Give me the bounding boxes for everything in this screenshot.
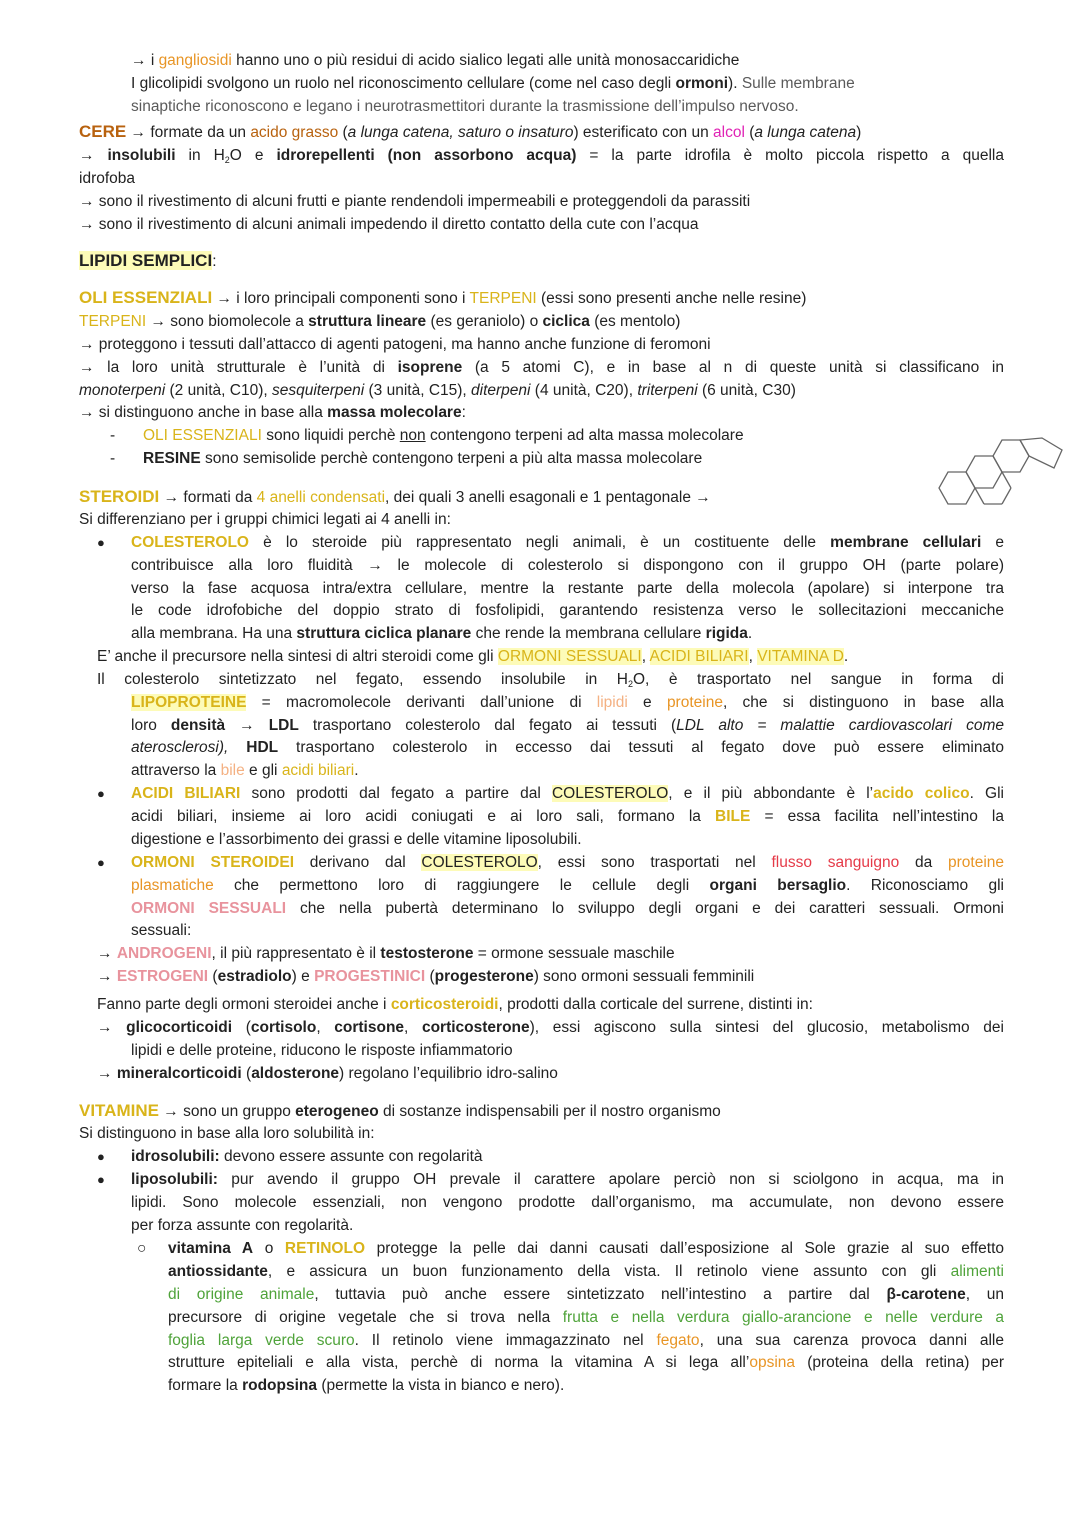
idrosolubili-line: idrosolubili: devono essere assunte con regolarità	[131, 1148, 483, 1165]
colesterolo-line-6: E’ anche il precursore nella sintesi di altri steroidi come gli ORMONI SESSUALI, ACIDI BILIARI, VITAMINA D.	[97, 648, 849, 665]
colesterolo-line-3: verso la fase acquosa intra/extra cellulare, mentre la restante parte della molecola (apolare) si interpone tra	[131, 580, 1004, 597]
steroid-ring-a	[939, 472, 975, 504]
vitamina-a-line-4: precursore di origine vegetale che si trova nella frutta e nella verdura giallo-arancione e nelle verdure a	[168, 1309, 1004, 1326]
colesterolo-line-2: contribuisce alla loro fluidità → le molecole di colesterolo si dispongono con il gruppo OH (parte polare)	[131, 557, 1004, 574]
terpeni-line-5: → si distinguono anche in base alla massa molecolare:	[79, 404, 466, 421]
androgeni-line: → ANDROGENI, il più rappresentato è il testosterone = ormone sessuale maschile	[97, 945, 675, 962]
oli-line: OLI ESSENZIALI → i loro principali componenti sono i TERPENI (essi sono presenti anche nelle resine)	[79, 288, 807, 307]
liposolubili-line-2: lipidi. Sono molecole essenziali, non vengono prodotte dall’organismo, ma accumulate, non devono essere	[131, 1194, 1004, 1211]
terpeni-line-2: → proteggono i tessuti dall’attacco di agenti patogeni, ma hanno anche funzione di feromoni	[79, 336, 711, 353]
glicolipidi-line-3: sinaptiche riconoscono e legano i neurotrasmettitori durante la trasmissione dell’impulso nervoso.	[131, 98, 799, 115]
bullet-marker: ●	[97, 535, 105, 550]
colesterolo-line-9: loro densità → LDL trasportano colesterolo dal fegato ai tessuti (LDL alto = malattie cardiovascolari come	[131, 717, 1005, 734]
vitamina-a-line-2: antiossidante, e assicura un buon funzionamento della vista. Il retinolo viene assunto con gli alimenti	[168, 1263, 1004, 1280]
circle-marker: ○	[137, 1240, 147, 1257]
vitamine-line-1: VITAMINE → sono un gruppo eterogeneo di sostanze indispensabili per il nostro organismo	[79, 1101, 721, 1120]
oli-liquidi-line: OLI ESSENZIALI sono liquidi perchè non contengono terpeni ad alta massa molecolare	[143, 427, 744, 444]
vitamina-a-line-5: foglia larga verde scuro. Il retinolo viene immagazzinato nel fegato, una sua carenza provoca danni alle	[168, 1332, 1004, 1349]
glicocorticoidi-line-1: → glicocorticoidi (cortisolo, cortisone, corticosterone), essi agiscono sulla sintesi del glucosio, metabolismo dei	[97, 1019, 1004, 1036]
gangliosidi-line: → i gangliosidi hanno uno o più residui di acido sialico legati alle unità monosaccaridiche	[131, 52, 740, 69]
ormoni-line-3: ORMONI SESSUALI che nella pubertà determinano lo sviluppo degli organi e dei caratteri sessuali. Ormoni	[131, 900, 1005, 917]
vitamina-a-line-3: di origine animale, tuttavia può anche essere sintetizzato nell’intestino a partire dal β-carotene, un	[168, 1286, 1004, 1303]
resine-line: RESINE sono semisolide perchè contengono terpeni a più alta massa molecolare	[143, 450, 703, 467]
steroid-ring-c	[993, 440, 1029, 472]
oli-heading: OLI ESSENZIALI	[79, 288, 213, 307]
acidi-biliari-line-3: digestione e l’assorbimento dei grassi e delle vitamine liposolubili.	[131, 831, 582, 848]
glicocorticoidi-line-2: lipidi e delle proteine, riducono le risposte infiammatorio	[131, 1042, 513, 1059]
steroidi-line-1: STEROIDI → formati da 4 anelli condensati, dei quali 3 anelli esagonali e 1 pentagonale →	[79, 487, 711, 506]
colesterolo-line-10: aterosclerosi), HDL trasportano colesterolo in eccesso dai tessuti al fegato dove può essere eliminato	[131, 739, 1004, 756]
colesterolo-line-5: alla membrana. Ha una struttura ciclica planare che rende la membrana cellulare rigida.	[131, 625, 753, 642]
terpeni-heading: TERPENI	[79, 313, 147, 330]
terpeni-line-1: TERPENI → sono biomolecole a struttura lineare (es geraniolo) o ciclica (es mentolo)	[79, 313, 681, 330]
colesterolo-line-7: Il colesterolo sintetizzato nel fegato, essendo insolubile in $H_2O$, è trasportato nel sangue in forma di	[97, 671, 1004, 689]
estrogeni-line: → ESTROGENI (estradiolo) e PROGESTINICI (progesterone) sono ormoni sessuali femminili	[97, 968, 755, 985]
dash-marker: -	[110, 450, 116, 467]
steroidi-line-2: Si differenziano per i gruppi chimici legati ai 4 anelli in:	[79, 511, 451, 528]
ormoni-line-2: plasmatiche che permettono loro di raggiungere le cellule degli organi bersaglio. Riconosciamo gli	[131, 877, 1004, 894]
colesterolo-line-1: COLESTEROLO è lo steroide più rappresentato negli animali, è un costituente delle membrane cellulari e	[131, 534, 1004, 551]
dash-marker: -	[110, 427, 116, 444]
vitamina-a-line-7: formare la rodopsina (permette la vista in bianco e nero).	[168, 1377, 565, 1394]
cere-line-5: → sono il rivestimento di alcuni animali impedendo il diretto contatto della cute con l’acqua	[79, 216, 699, 233]
colesterolo-line-4: le code idrofobiche del doppio strato di fosfolipidi, garantendo resistenza verso le sollecitazioni meccaniche	[131, 602, 1004, 619]
bullet-marker: ●	[97, 1149, 105, 1164]
steroid-structure-diagram	[928, 436, 1066, 516]
cere-line-4: → sono il rivestimento di alcuni frutti e piante rendendoli impermeabili e proteggendoli da parassiti	[79, 193, 751, 210]
cere-heading: CERE	[79, 122, 127, 141]
acidi-biliari-line-1: ACIDI BILIARI sono prodotti dal fegato a partire dal COLESTEROLO, e il più abbondante è l’acido colico. Gli	[131, 785, 1004, 802]
vitamina-a-line-6: strutture epiteliali e alla vista, perchè di norma la vitamina A si lega all’opsina (proteina della retina) per	[168, 1354, 1004, 1371]
terpeni-line-3: → la loro unità strutturale è l’unità di isoprene (a 5 atomi C), e in base al n di queste unità si classificano in	[79, 359, 1004, 376]
ormoni-line-4: sessuali:	[131, 922, 192, 939]
ormoni-line-1: ORMONI STEROIDEI derivano dal COLESTEROLO, essi sono trasportati nel flusso sanguigno da proteine	[131, 854, 1004, 871]
bullet-marker: ●	[97, 786, 105, 801]
steroid-ring-b	[966, 456, 1002, 488]
colesterolo-line-8: LIPOPROTEINE = macromolecole derivanti dall’unione di lipidi e proteine, che si distinguono in base alla	[131, 694, 1005, 711]
bullet-marker: ●	[97, 855, 105, 870]
mineralcorticoidi-line: → mineralcorticoidi (aldosterone) regolano l’equilibrio idro-salino	[97, 1065, 558, 1082]
liposolubili-line-3: per forza assunte con regolarità.	[131, 1217, 354, 1234]
acidi-biliari-line-2: acidi biliari, insieme ai loro acidi coniugati e ai loro sali, formano la BILE = essa facilita nell’intestino la	[131, 808, 1004, 825]
vitamine-heading: VITAMINE	[79, 1101, 159, 1120]
liposolubili-line-1: liposolubili: pur avendo il gruppo OH prevale il carattere apolare perciò non si sciolgono in acqua, ma in	[131, 1171, 1004, 1188]
cere-line-1: CERE → formate da un acido grasso (a lunga catena, saturo o insaturo) esterificato con un alcol (a lunga catena)	[79, 122, 862, 141]
cere-line-3: idrofoba	[79, 170, 136, 187]
bullet-marker: ●	[97, 1172, 105, 1187]
corticosteroidi-line: Fanno parte degli ormoni steroidei anche i corticosteroidi, prodotti dalla corticale del surrene, distinti in:	[97, 996, 813, 1013]
steroidi-heading: STEROIDI	[79, 487, 160, 506]
colesterolo-line-11: attraverso la bile e gli acidi biliari.	[131, 762, 359, 779]
cere-line-2: → insolubili in $H_2O$ e idrorepellenti (non assorbono acqua) = la parte idrofila è molto piccola rispetto a quella	[79, 147, 1004, 165]
steroid-ring-d	[1020, 438, 1062, 468]
glicolipidi-line-2: I glicolipidi svolgono un ruolo nel riconoscimento cellulare (come nel caso degli ormoni). Sulle membrane	[131, 75, 855, 92]
lipidi-semplici-heading: LIPIDI SEMPLICI:	[79, 251, 217, 270]
terpeni-line-4: monoterpeni (2 unità, C10), sesquiterpeni (3 unità, C15), diterpeni (4 unità, C20), triterpeni (6 unità, C30)	[79, 382, 796, 399]
vitamina-a-line-1: vitamina A o RETINOLO protegge la pelle dai danni causati dall’esposizione al Sole grazie al suo effetto	[168, 1240, 1005, 1257]
vitamine-line-2: Si distinguono in base alla loro solubilità in:	[79, 1125, 375, 1142]
